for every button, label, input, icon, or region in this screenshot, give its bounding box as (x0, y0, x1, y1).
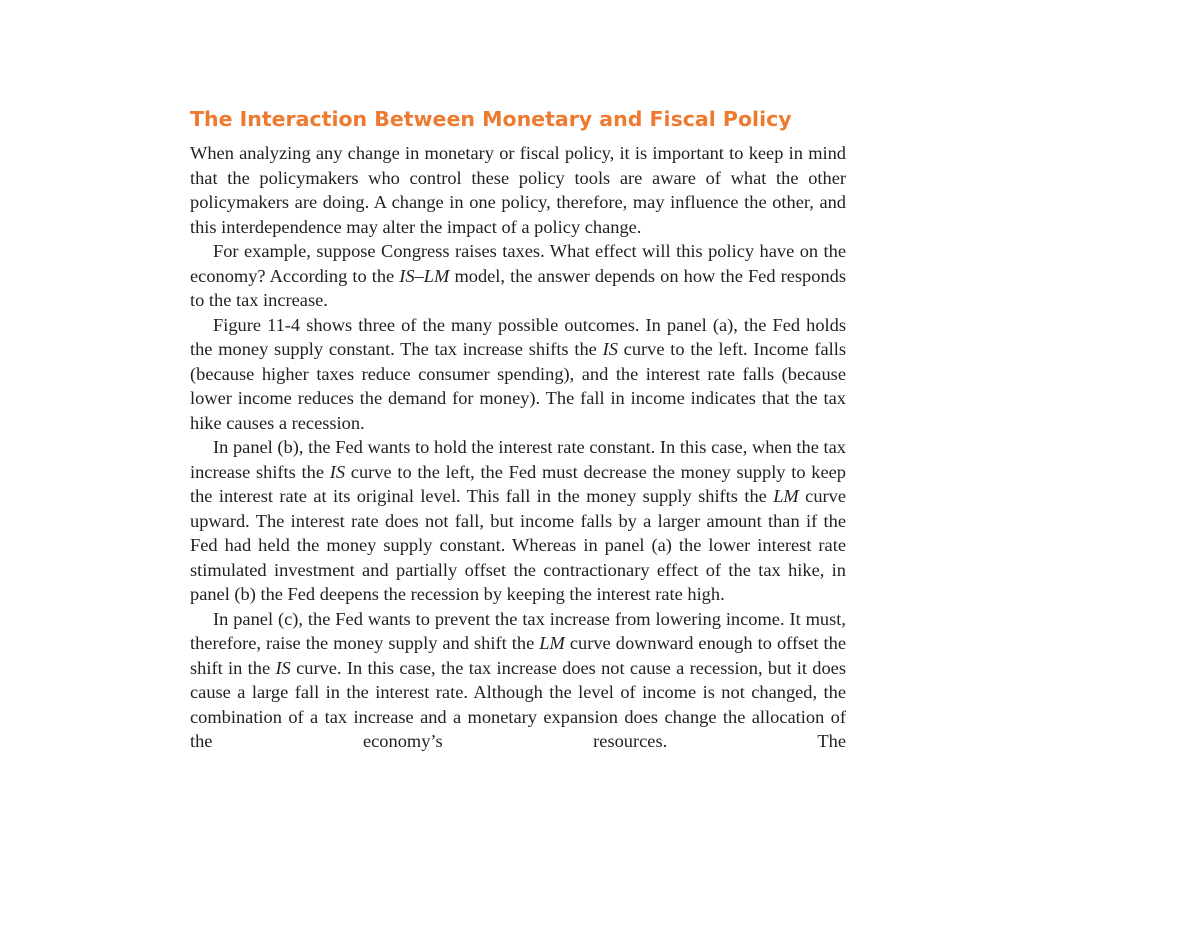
paragraph-2-text-b: model, the answer depends on how the Fed responds to the tax increase. (190, 265, 846, 310)
lm-term: LM (773, 486, 799, 506)
paragraph-5-text-c: curve. In this case, the tax increase does not cause a recession, but it does cause a large fall in the interest rate. Although the level of income is not changed, the combination of a tax increase and a monetary expansion does change the allocation of the economy’s resources. The (190, 657, 846, 751)
paragraph-4-text-a: In panel (b), the Fed wants to hold the interest rate constant. In this case, when the tax increase shifts the (190, 437, 846, 482)
paragraph-4-text-b: curve to the left, the Fed must decrease the money supply to keep the interest rate at its original level. This fall in the money supply shifts the (190, 461, 846, 506)
paragraph-3-text-a: Figure 11-4 shows three of the many possible outcomes. In panel (a), the Fed holds the money supply constant. The tax increase shifts the (190, 314, 846, 359)
paragraph-2 (190, 239, 846, 313)
paragraph-2-text-a: For example, suppose Congress raises taxes. What effect will this policy have on the economy? According to the (190, 241, 846, 286)
paragraph-5 (190, 607, 846, 754)
is-lm-term: IS–LM (399, 265, 450, 286)
paragraph-5-text-b: curve downward enough to offset the shift in the (190, 633, 846, 678)
paragraph-1 (190, 141, 846, 239)
paragraph-3 (190, 313, 846, 436)
paragraph-4-text-c: curve upward. The interest rate does not fall, but income falls by a larger amount than if the Fed had held the money supply constant. Whereas in panel (a) the lower interest rate stimulated investment and partially offset the contractionary effect of the tax hike, in panel (b) the Fed deepens the recession by keeping the interest rate high. (190, 486, 846, 604)
section-title: The Interaction Between Monetary and Fiscal Policy (190, 107, 792, 131)
page (190, 104, 846, 754)
paragraph-3-text-b: curve to the left. Income falls (because higher taxes reduce consumer spending), and the interest rate falls (because lower income reduces the demand for money). The fall in income indicates that the tax hike causes a recession. (190, 339, 846, 433)
paragraph-4 (190, 435, 846, 607)
lm-term: LM (539, 633, 565, 653)
is-term: IS (602, 339, 618, 359)
body-text (190, 141, 846, 754)
paragraph-5-text-a: In panel (c), the Fed wants to prevent the tax increase from lowering income. It must, therefore, raise the money supply and shift the (190, 608, 846, 653)
is-term: IS (275, 657, 291, 678)
is-term: IS (329, 461, 346, 482)
paragraph-1-text: When analyzing any change in monetary or fiscal policy, it is important to keep in mind that the policymakers who control these policy tools are aware of what the other policymakers are doing. A change in one policy, therefore, may influence the other, and this interdependence may alter the impact of a policy change. (190, 143, 846, 237)
